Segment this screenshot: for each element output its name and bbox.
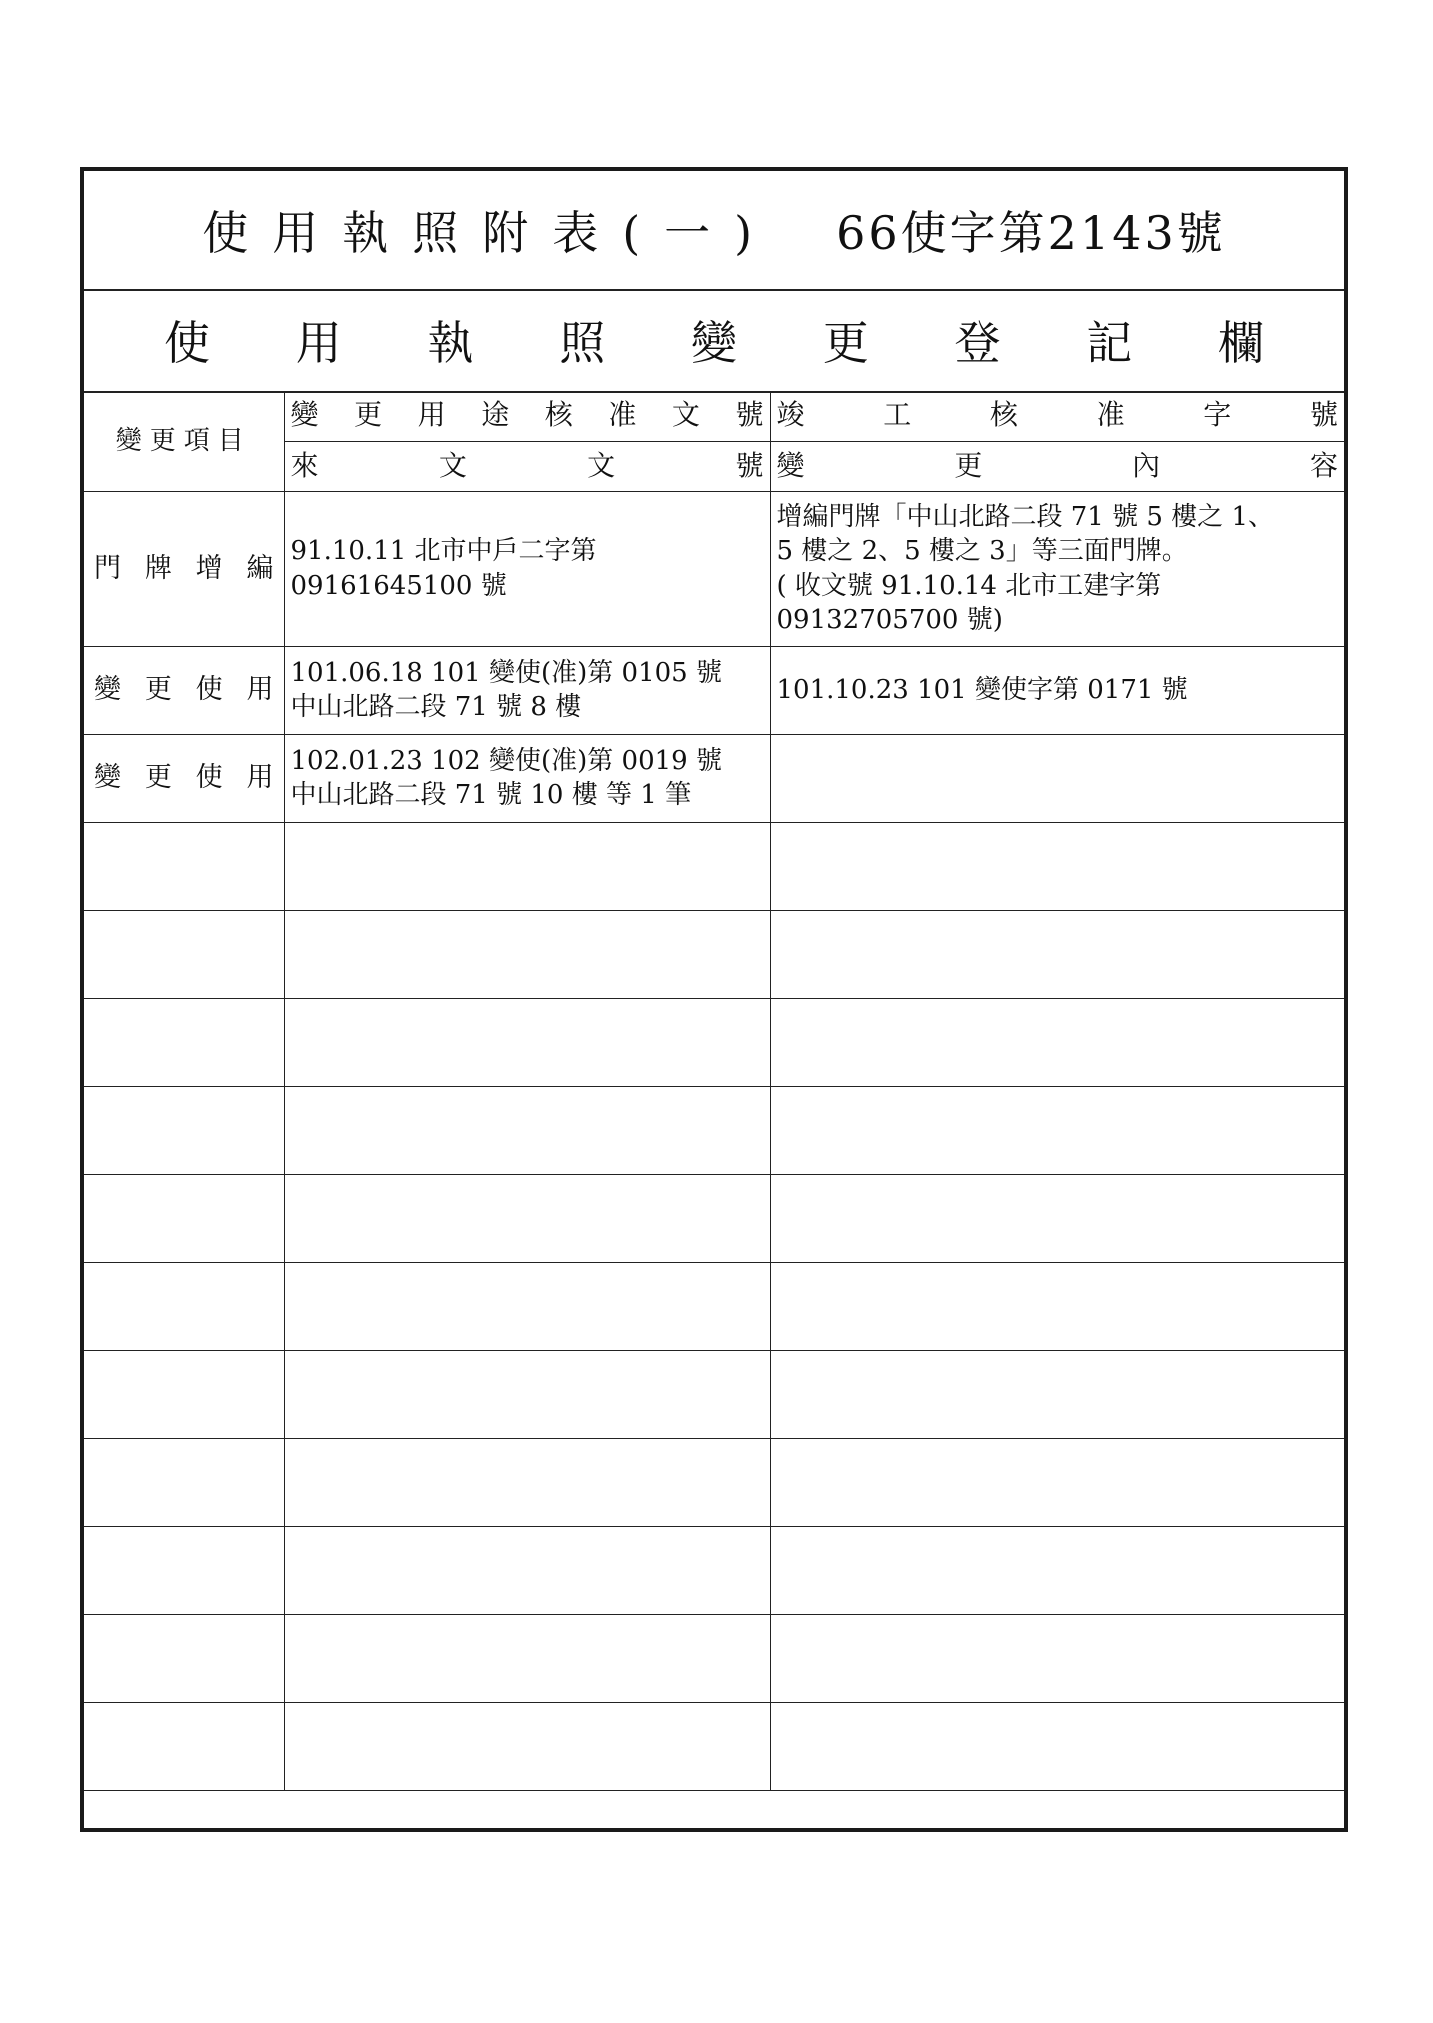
change-content-line: 增編門牌「中山北路二段 71 號 5 樓之 1、: [776, 501, 1274, 532]
change-content-line: 09132705700 號): [776, 604, 1003, 635]
document-title: [84, 171, 1344, 291]
subtitle-char: 變: [691, 316, 737, 370]
title-text: [202, 197, 776, 263]
empty-cell: [84, 1526, 284, 1614]
change-item-char: 用: [246, 762, 274, 794]
completion-header-char: 竣: [776, 398, 805, 432]
completion-header-char: 工: [883, 398, 912, 432]
subtitle-char: 更: [822, 316, 869, 370]
empty-cell: [284, 1174, 770, 1262]
empty-cell: [770, 1526, 1344, 1614]
approval-doc-cell: [284, 646, 770, 734]
empty-cell: [284, 998, 770, 1086]
header-incoming-doc: [284, 441, 770, 491]
empty-cell: [770, 1174, 1344, 1262]
subtitle-char: 用: [295, 316, 342, 370]
change-item-char: 更: [144, 762, 172, 794]
subtitle-char: 執: [427, 316, 474, 370]
empty-cell: [84, 1350, 284, 1438]
empty-cell: [84, 1086, 284, 1174]
change-item-char: 使: [195, 674, 223, 706]
empty-cell: [84, 910, 284, 998]
change-content-line: 101.10.23 101 變使字第 0171 號: [776, 674, 1188, 705]
title-suffix: (一): [622, 206, 777, 260]
empty-cell: [84, 1174, 284, 1262]
completion-header-char: 准: [1096, 398, 1125, 432]
empty-cell: [84, 1438, 284, 1526]
change-content-cell: [770, 491, 1344, 646]
header-row-1: [84, 391, 1344, 441]
incoming-header-char: 來: [290, 448, 319, 482]
change-item-char: 增: [195, 552, 223, 584]
empty-cell: [84, 1614, 284, 1702]
change-item-cell: [84, 491, 284, 646]
empty-cell: [770, 1086, 1344, 1174]
empty-cell: [84, 1262, 284, 1350]
empty-table-row: [84, 998, 1344, 1086]
empty-table-row: [84, 1614, 1344, 1702]
approval-doc-line: 09161645100 號: [290, 570, 507, 601]
empty-cell: [284, 910, 770, 998]
change-content-line: 5 樓之 2、5 樓之 3」等三面門牌。: [776, 536, 1188, 567]
empty-table-row: [84, 1438, 1344, 1526]
empty-cell: [284, 1350, 770, 1438]
title-main-text: 使用執照附表: [202, 206, 623, 260]
approval-header-char: 途: [481, 398, 510, 432]
header-change-content: [770, 441, 1344, 491]
empty-cell: [770, 1614, 1344, 1702]
change-content-line: ( 收文號 91.10.14 北市工建字第: [776, 570, 1162, 601]
subtitle-char: 記: [1086, 316, 1133, 370]
change-item-char: 變: [94, 762, 121, 794]
empty-cell: [84, 822, 284, 910]
approval-header-char: 准: [608, 398, 637, 432]
header-completion-no: [770, 391, 1344, 441]
empty-cell: [284, 1702, 770, 1790]
approval-header-char: 文: [671, 398, 700, 432]
empty-cell: [770, 910, 1344, 998]
table-row: [84, 491, 1344, 646]
empty-cell: [770, 998, 1344, 1086]
incoming-header-char: 文: [438, 448, 467, 482]
empty-table-row: [84, 1086, 1344, 1174]
change-item-char: 編: [246, 552, 274, 584]
change-content-cell: [770, 646, 1344, 734]
approval-doc-line: 中山北路二段 71 號 10 樓 等 1 筆: [290, 780, 692, 810]
incoming-header-char: 號: [735, 448, 764, 482]
empty-cell: [84, 998, 284, 1086]
change-content-cell: [770, 734, 1344, 822]
empty-cell: [770, 1350, 1344, 1438]
empty-cell: [284, 1526, 770, 1614]
empty-cell: [770, 1262, 1344, 1350]
completion-header-char: 號: [1309, 398, 1338, 432]
empty-cell: [84, 1702, 284, 1790]
empty-table-row: [84, 1174, 1344, 1262]
approval-doc-line: 101.06.18 101 變使(准)第 0105 號: [290, 657, 722, 688]
approval-doc-cell: [284, 491, 770, 646]
subtitle-char: 使: [164, 316, 210, 370]
change-registration-table: [84, 391, 1344, 1791]
empty-table-row: [84, 1526, 1344, 1614]
subtitle-chars: [164, 307, 1264, 373]
empty-cell: [284, 1262, 770, 1350]
change-item-char: 門: [94, 552, 121, 584]
completion-header-char: 字: [1203, 398, 1232, 432]
empty-cell: [284, 1614, 770, 1702]
empty-table-row: [84, 1350, 1344, 1438]
subtitle-char: 欄: [1218, 316, 1264, 370]
header-approval-doc: [284, 391, 770, 441]
approval-doc-line: 91.10.11 北市中戶二字第: [290, 536, 597, 567]
approval-doc-line: 102.01.23 102 變使(准)第 0019 號: [290, 745, 722, 776]
approval-header-char: 更: [354, 398, 383, 432]
incoming-header-char: 文: [587, 448, 616, 482]
change-item-char: 使: [195, 762, 223, 794]
table-row: [84, 734, 1344, 822]
empty-table-row: [84, 822, 1344, 910]
content-header-char: 變: [776, 448, 805, 482]
change-item-char: 用: [246, 674, 274, 706]
approval-header-char: 用: [417, 398, 446, 432]
change-item-cell: [84, 646, 284, 734]
table-row: [84, 646, 1344, 734]
empty-cell: [284, 1086, 770, 1174]
empty-table-row: [84, 1702, 1344, 1790]
change-item-char: 更: [144, 674, 172, 706]
license-number: 66使字第2143號: [836, 206, 1226, 260]
content-header-char: 容: [1309, 448, 1338, 482]
approval-header-char: 號: [735, 398, 764, 432]
change-item-char: 牌: [144, 552, 172, 584]
document-subtitle: [84, 289, 1344, 393]
empty-table-row: [84, 1262, 1344, 1350]
change-item-char: 變: [94, 674, 121, 706]
license-attachment-sheet: [80, 167, 1348, 1832]
empty-table-row: [84, 910, 1344, 998]
header-change-item: 變更項目: [84, 391, 284, 491]
approval-doc-line: 中山北路二段 71 號 8 樓: [290, 692, 582, 722]
empty-cell: [770, 1702, 1344, 1790]
subtitle-char: 登: [954, 316, 1001, 370]
content-header-char: 內: [1132, 448, 1161, 482]
approval-header-char: 核: [544, 398, 573, 432]
change-item-cell: [84, 734, 284, 822]
approval-header-char: 變: [290, 398, 319, 432]
empty-cell: [770, 1438, 1344, 1526]
subtitle-char: 照: [559, 316, 606, 370]
content-header-char: 更: [954, 448, 983, 482]
completion-header-char: 核: [989, 398, 1018, 432]
empty-cell: [284, 822, 770, 910]
approval-doc-cell: [284, 734, 770, 822]
empty-cell: [284, 1438, 770, 1526]
empty-cell: [770, 822, 1344, 910]
